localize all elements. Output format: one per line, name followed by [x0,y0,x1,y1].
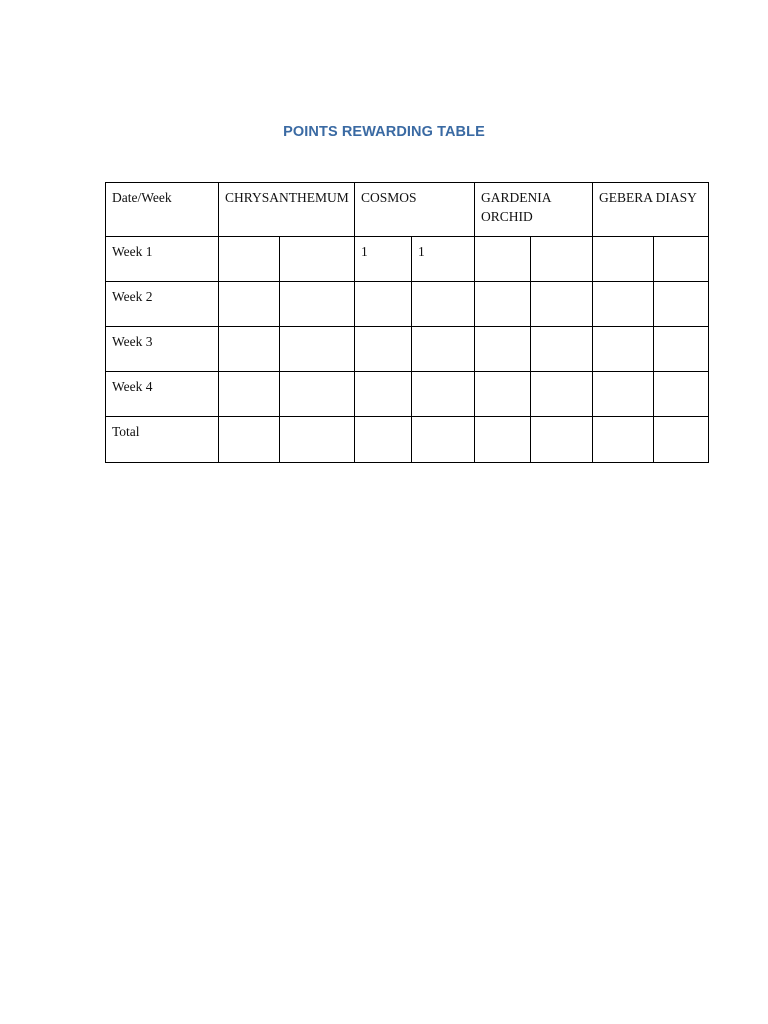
points-cell [593,237,654,282]
corner-header-cell [106,183,219,237]
flower-header-label: GARDENIA ORCHID [481,190,552,224]
points-cell [531,237,593,282]
points-cell [531,372,593,417]
points-cell [219,237,280,282]
points-cell [219,327,280,372]
points-cell [531,282,593,327]
points-cell [475,327,531,372]
row-label-cell: Week 1 [106,237,219,282]
points-cell: 1 [412,237,475,282]
points-cell [654,417,709,463]
points-cell [355,372,412,417]
table-header-row [106,183,709,237]
points-cell [593,327,654,372]
points-cell [593,282,654,327]
table-total-row [106,417,709,463]
table-row [106,282,709,327]
points-cell [219,372,280,417]
points-cell [531,327,593,372]
flower-header-cell [355,183,475,237]
points-cell [412,327,475,372]
points-cell [280,237,355,282]
flower-header-cell [593,183,709,237]
row-label-cell: Week 2 [106,282,219,327]
points-cell [280,327,355,372]
points-cell [280,372,355,417]
points-cell: 1 [355,237,412,282]
flower-header-cell [219,183,355,237]
row-label-cell: Total [106,417,219,463]
points-cell [412,282,475,327]
flower-header-cell [475,183,593,237]
points-cell [280,282,355,327]
points-cell [475,417,531,463]
points-cell [531,417,593,463]
points-cell [475,237,531,282]
flower-header-label: COSMOS [361,190,417,205]
points-cell [475,372,531,417]
points-cell [355,327,412,372]
points-cell [219,282,280,327]
points-cell [412,417,475,463]
row-label-cell: Week 4 [106,372,219,417]
points-cell [355,417,412,463]
points-cell [593,372,654,417]
flower-header-label: GEBERA DIASY [599,190,697,205]
table-row [106,327,709,372]
row-label-cell: Week 3 [106,327,219,372]
points-cell [654,372,709,417]
points-cell [412,372,475,417]
points-cell [475,282,531,327]
table-row [106,237,709,282]
points-cell [654,327,709,372]
points-cell [280,417,355,463]
points-cell [654,237,709,282]
points-cell [355,282,412,327]
points-rewarding-table [105,182,709,463]
flower-header-label: CHRYSANTHEMUM [225,190,349,205]
corner-header-label: Date/Week [112,190,172,205]
points-cell [593,417,654,463]
points-cell [654,282,709,327]
table-row [106,372,709,417]
page-title: POINTS REWARDING TABLE [283,124,485,140]
points-cell [219,417,280,463]
